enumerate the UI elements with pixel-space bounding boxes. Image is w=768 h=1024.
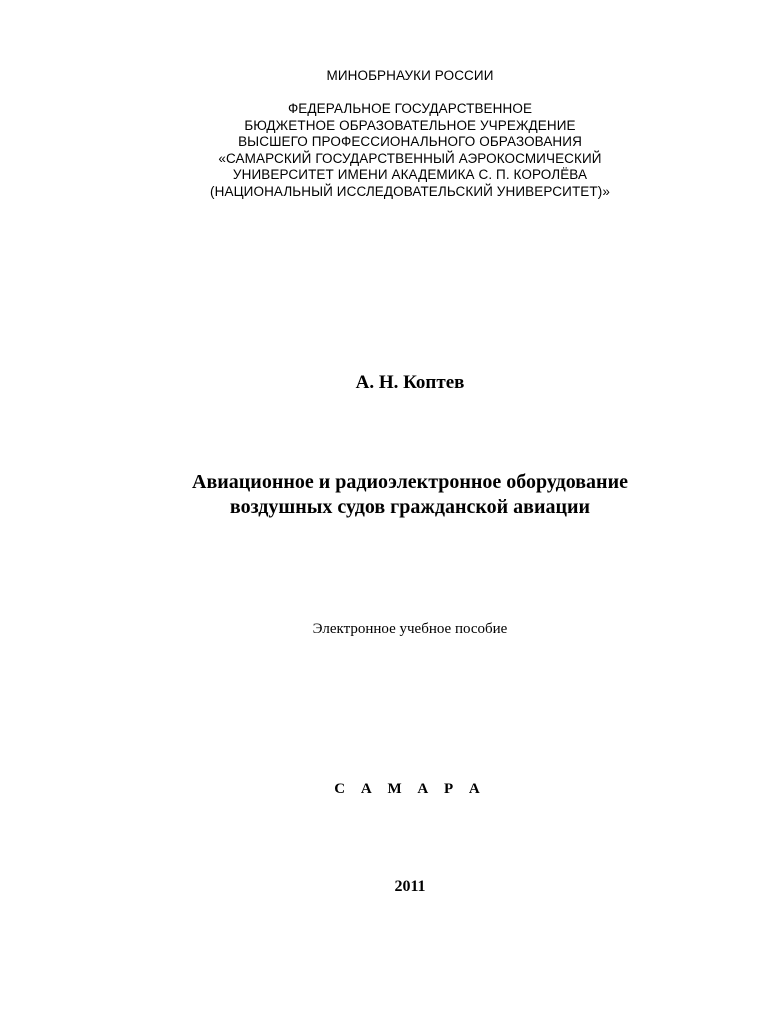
institution-line: ВЫСШЕГО ПРОФЕССИОНАЛЬНОГО ОБРАЗОВАНИЯ (238, 134, 582, 150)
year-line: 2011 (394, 878, 426, 895)
institution-line: (НАЦИОНАЛЬНЫЙ ИССЛЕДОВАТЕЛЬСКИЙ УНИВЕРСИТЕТ)» (210, 183, 610, 199)
title-line: воздушных судов гражданской авиации (229, 496, 591, 518)
title-line: Авиационное и радиоэлектронное оборудование (192, 471, 628, 493)
ministry-line: МИНОБРНАУКИ РОССИИ (326, 68, 494, 83)
subtitle-line: Электронное учебное пособие (312, 621, 508, 637)
institution-name (0, 101, 768, 201)
institution-line: «САМАРСКИЙ ГОСУДАРСТВЕННЫЙ АЭРОКОСМИЧЕСКИЙ (218, 150, 602, 166)
author-line: А. Н. Коптев (355, 372, 465, 393)
institution-line: ФЕДЕРАЛЬНОЕ ГОСУДАРСТВЕННОЕ (287, 101, 533, 116)
institution-line: УНИВЕРСИТЕТ ИМЕНИ АКАДЕМИКА С. П. КОРОЛЁВА (232, 167, 588, 183)
document-subtitle (0, 620, 768, 638)
author-name (0, 372, 768, 394)
institution-line: БЮДЖЕТНОЕ ОБРАЗОВАТЕЛЬНОЕ УЧРЕЖДЕНИЕ (244, 117, 576, 133)
city-line: С А М А Р А (334, 781, 486, 797)
publication-year (0, 878, 768, 896)
publication-city (0, 780, 768, 798)
document-title (0, 470, 768, 520)
ministry-name (0, 68, 768, 85)
